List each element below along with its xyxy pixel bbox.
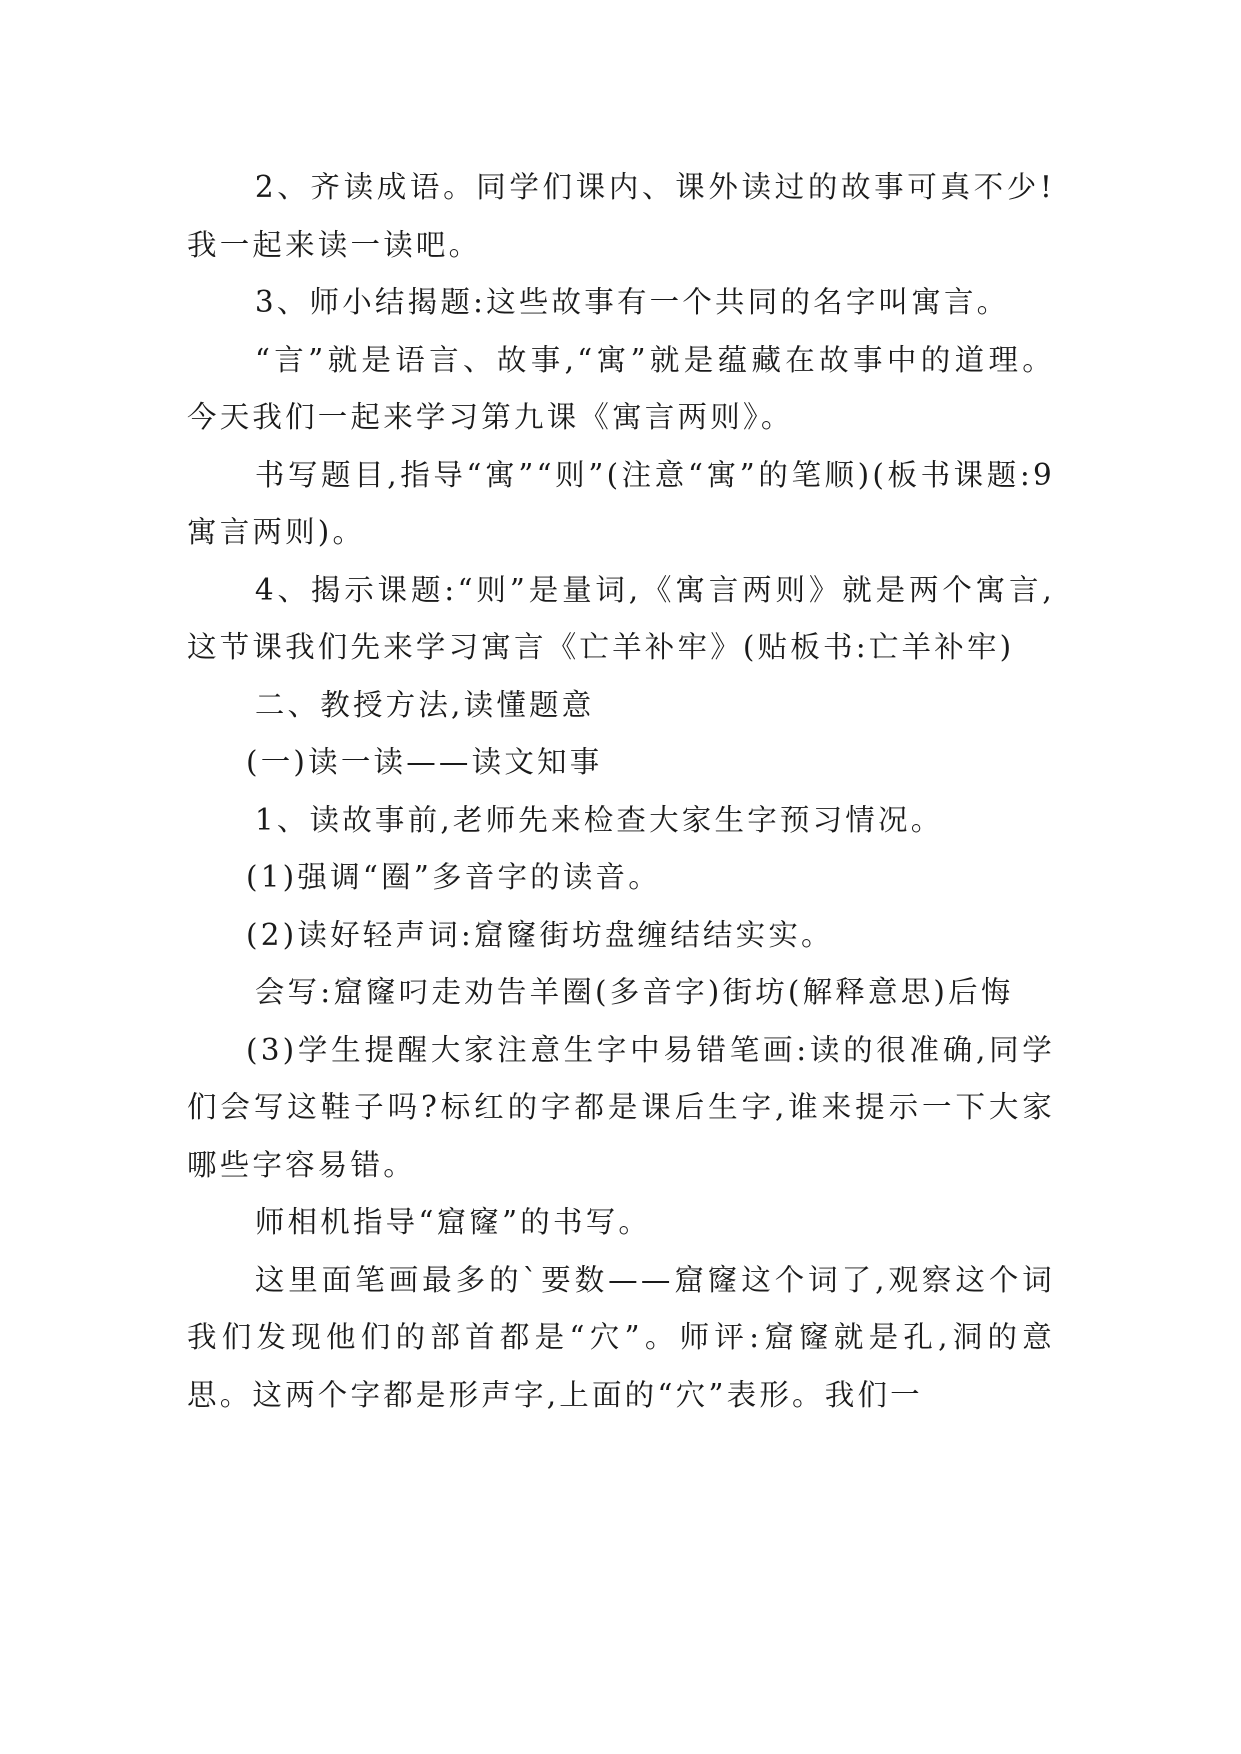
paragraph-3: “言”就是语言、故事,“寓”就是蕴藏在故事中的道理。今天我们一起来学习第九课《寓言两则》。 [187, 342, 1055, 434]
paragraph-5: 4、揭示课题:“则”是量词,《寓言两则》就是两个寓言,这节课我们先来学习寓言《亡羊补牢》(贴板书:亡羊补牢) [187, 572, 1055, 664]
paragraph-4: 书写题目,指导“寓”“则”(注意“寓”的笔顺)(板书课题:9寓言两则)。 [187, 457, 1055, 549]
paragraph-6: 1、读故事前,老师先来检查大家生字预习情况。 [254, 802, 944, 837]
paragraph-12: 这里面笔画最多的`要数——窟窿这个词了,观察这个词我们发现他们的部首都是“穴”。师评:窟窿就是孔,洞的意思。这两个字都是形声字,上面的“穴”表形。我们一 [187, 1262, 1055, 1412]
paragraph-1: 2、齐读成语。同学们课内、课外读过的故事可真不少!我一起来读一读吧。 [187, 170, 1055, 262]
document-body [187, 159, 1055, 1424]
section-heading-2: 二、教授方法,读懂题意 [254, 687, 595, 722]
paragraph-9: 会写:窟窿叼走劝告羊圈(多音字)街坊(解释意思)后悔 [254, 975, 1014, 1009]
paragraph-2: 3、师小结揭题:这些故事有一个共同的名字叫寓言。 [254, 285, 1010, 319]
paragraph-8: (2)读好轻声词:窟窿街坊盘缠结结实实。 [246, 917, 834, 952]
subsection-heading-1: (一)读一读——读文知事 [246, 745, 603, 779]
paragraph-7: (1)强调“圈”多音字的读音。 [246, 860, 661, 894]
paragraph-11: 师相机指导“窟窿”的书写。 [254, 1205, 652, 1239]
paragraph-10: (3)学生提醒大家注意生字中易错笔画:读的很准确,同学们会写这鞋子吗?标红的字都是课后生字,谁来提示一下大家哪些字容易错。 [187, 1032, 1055, 1182]
